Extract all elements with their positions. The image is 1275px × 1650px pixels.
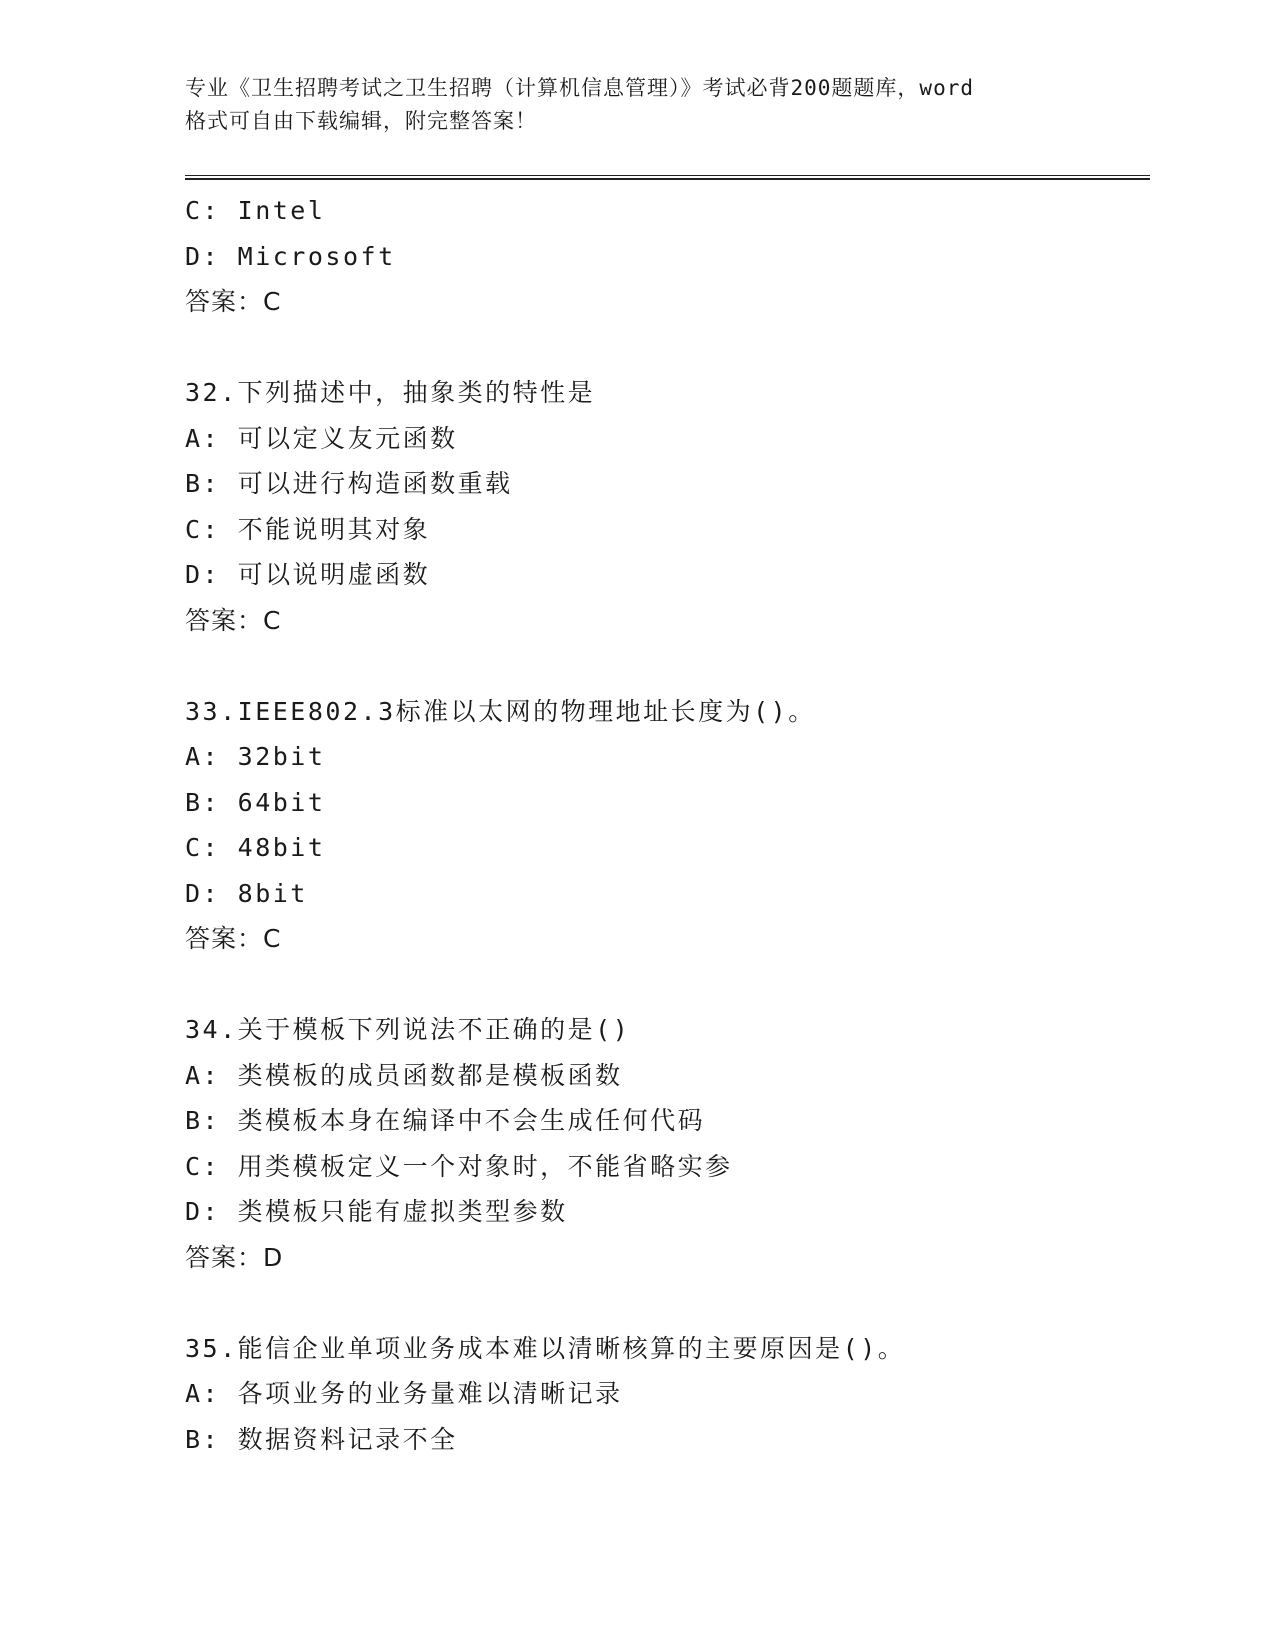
answer-line: 答案：C <box>185 605 282 635</box>
question-32 <box>185 370 1145 643</box>
option-c: C: Intel <box>185 196 326 225</box>
option-b: B: 类模板本身在编译中不会生成任何代码 <box>185 1106 706 1135</box>
option-a: A: 32bit <box>185 742 326 771</box>
option-d: D: Microsoft <box>185 241 396 271</box>
question-list <box>185 188 1145 1462</box>
answer-line: 答案：C <box>185 924 282 953</box>
spacer <box>185 962 1145 1008</box>
option-b: B: 64bit <box>185 787 326 817</box>
option-c: C: 不能说明其对象 <box>185 514 431 544</box>
question-stem: 33.IEEE802.3标准以太网的物理地址长度为()。 <box>185 696 816 726</box>
option-d: D: 可以说明虚函数 <box>185 560 431 589</box>
option-c: C: 48bit <box>185 833 326 862</box>
document-header <box>185 72 1085 138</box>
option-b: B: 数据资料记录不全 <box>185 1424 458 1454</box>
header-divider <box>185 175 1150 180</box>
question-34 <box>185 1007 1145 1280</box>
header-title-line-1: 专业《卫生招聘考试之卫生招聘（计算机信息管理）》考试必背200题题库，word <box>185 76 974 100</box>
option-a: A: 各项业务的业务量难以清晰记录 <box>185 1379 623 1408</box>
header-title-line-2: 格式可自由下载编辑，附完整答案！ <box>185 109 537 133</box>
spacer <box>185 1280 1145 1326</box>
question-35 <box>185 1326 1145 1463</box>
question-33 <box>185 689 1145 962</box>
question-fragment <box>185 188 1145 325</box>
option-a: A: 可以定义友元函数 <box>185 423 458 453</box>
question-stem: 32.下列描述中，抽象类的特性是 <box>185 378 596 407</box>
option-d: D: 类模板只能有虚拟类型参数 <box>185 1197 568 1226</box>
option-a: A: 类模板的成员函数都是模板函数 <box>185 1060 623 1090</box>
question-stem: 35.能信企业单项业务成本难以清晰核算的主要原因是()。 <box>185 1333 906 1363</box>
question-stem: 34.关于模板下列说法不正确的是() <box>185 1015 631 1044</box>
option-d: D: 8bit <box>185 878 308 908</box>
option-c: C: 用类模板定义一个对象时，不能省略实参 <box>185 1151 733 1181</box>
spacer <box>185 325 1145 371</box>
answer-line: 答案：D <box>185 1242 284 1272</box>
spacer <box>185 643 1145 689</box>
option-b: B: 可以进行构造函数重载 <box>185 469 513 498</box>
answer-line: 答案：C <box>185 287 282 316</box>
